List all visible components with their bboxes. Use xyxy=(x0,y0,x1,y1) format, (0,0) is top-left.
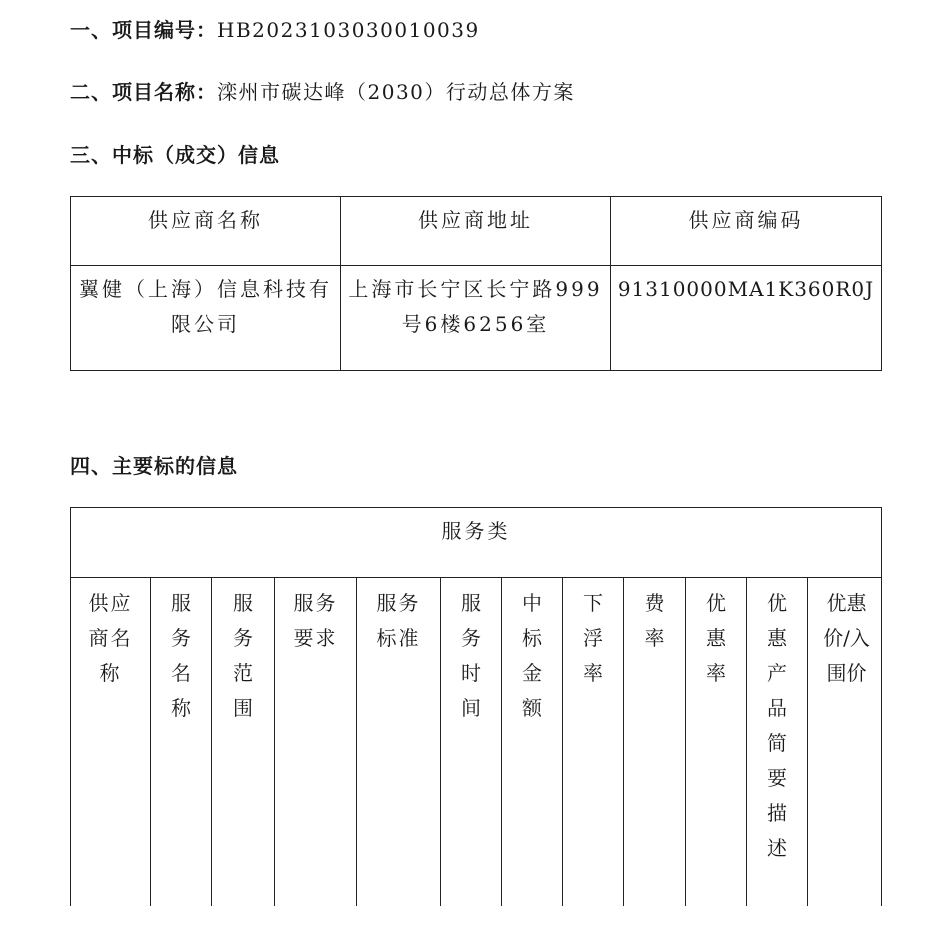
col-service-standard: 服务标准 xyxy=(357,578,441,907)
supplier-address-cell: 上海市长宁区长宁路999号6楼6256室 xyxy=(341,266,611,371)
table-row xyxy=(71,266,882,371)
col-fee-rate: 费率 xyxy=(624,578,686,907)
header-supplier-address: 供应商地址 xyxy=(341,197,611,266)
col-service-name: 服务名称 xyxy=(151,578,212,907)
col-supplier-name: 供应商名称 xyxy=(71,578,151,907)
supplier-code-cell: 91310000MA1K360R0J xyxy=(611,266,882,371)
col-discount-rate: 下浮率 xyxy=(563,578,624,907)
category-cell: 服务类 xyxy=(71,508,882,578)
project-name-value: 滦州市碳达峰（2030）行动总体方案 xyxy=(217,80,575,104)
project-number-value: HB2023103030010039 xyxy=(217,18,480,42)
header-supplier-code: 供应商编码 xyxy=(611,197,882,266)
col-preferential-price: 优惠价/入围价 xyxy=(808,578,882,907)
supplier-name-cell: 翼健（上海）信息科技有限公司 xyxy=(71,266,341,371)
col-service-time: 服务时间 xyxy=(441,578,502,907)
col-service-requirements: 服务要求 xyxy=(275,578,357,907)
header-supplier-name: 供应商名称 xyxy=(71,197,341,266)
supplier-table xyxy=(70,196,882,371)
project-name-label: 二、项目名称： xyxy=(70,80,217,104)
project-number-line xyxy=(70,14,480,43)
col-service-scope: 服务范围 xyxy=(212,578,275,907)
project-number-label: 一、项目编号： xyxy=(70,18,217,42)
supplier-table-header-row xyxy=(71,197,882,266)
category-row xyxy=(71,508,882,578)
subject-info-heading: 四、主要标的信息 xyxy=(70,454,238,478)
col-preferential-product-description: 优惠产品简要描述 xyxy=(747,578,808,907)
project-name-line xyxy=(70,76,575,105)
column-header-row xyxy=(71,578,882,907)
col-award-amount: 中标金额 xyxy=(502,578,563,907)
col-preferential-rate: 优惠率 xyxy=(686,578,747,907)
award-info-heading: 三、中标（成交）信息 xyxy=(70,143,280,167)
subject-table xyxy=(70,507,882,906)
